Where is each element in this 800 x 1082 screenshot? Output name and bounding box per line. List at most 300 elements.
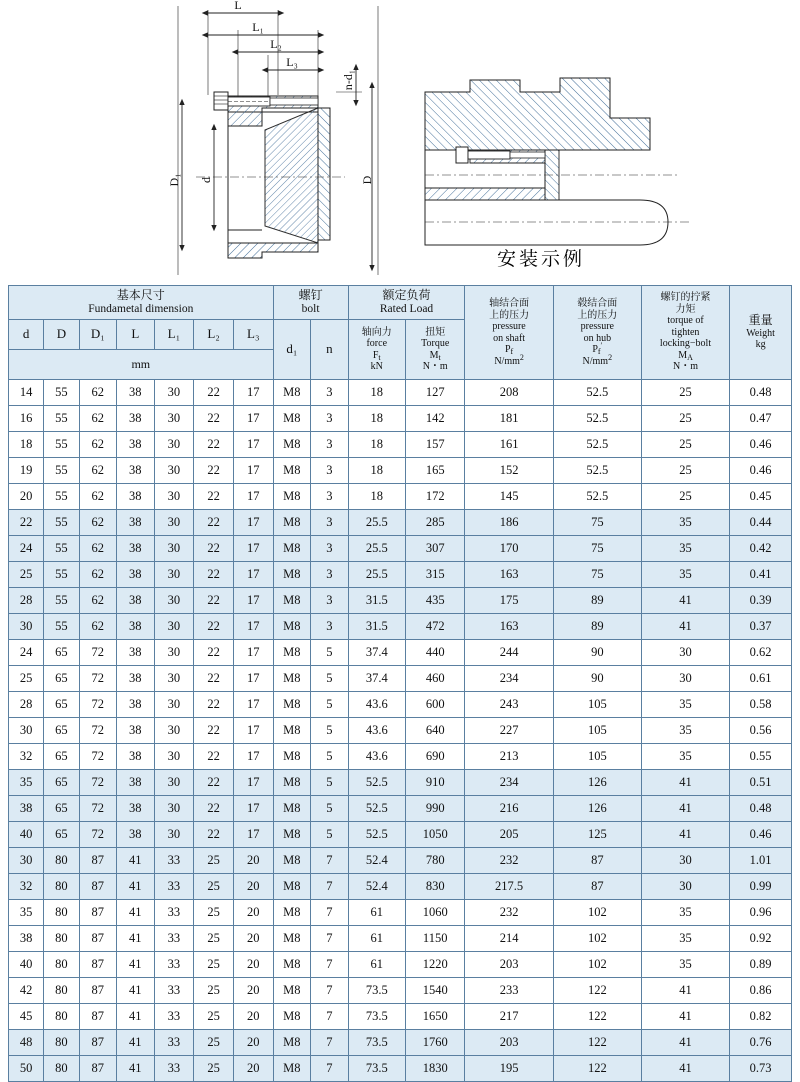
table-cell: 30 — [154, 562, 194, 588]
table-row — [9, 432, 792, 458]
table-cell: M8 — [273, 692, 310, 718]
table-cell: 55 — [44, 562, 79, 588]
table-cell: 217.5 — [465, 874, 553, 900]
header-col-torque — [405, 320, 465, 380]
table-cell: 87 — [79, 978, 116, 1004]
table-cell: 3 — [311, 614, 349, 640]
table-cell: 181 — [465, 406, 553, 432]
table-cell: 22 — [194, 406, 234, 432]
table-cell: 5 — [311, 796, 349, 822]
table-cell: 37.4 — [348, 666, 405, 692]
table-row — [9, 718, 792, 744]
table-cell: M8 — [273, 640, 310, 666]
table-cell: 30 — [154, 822, 194, 848]
table-cell: 0.58 — [730, 692, 792, 718]
table-cell: 25 — [641, 484, 729, 510]
table-cell: 38 — [9, 796, 44, 822]
table-cell: 18 — [348, 458, 405, 484]
table-cell: 73.5 — [348, 1030, 405, 1056]
header-bolt-cn: 螺钉 — [298, 287, 323, 302]
table-cell: 25 — [641, 380, 729, 406]
table-cell: 41 — [641, 822, 729, 848]
table-cell: 22 — [194, 718, 234, 744]
table-cell: 0.42 — [730, 536, 792, 562]
table-cell: 7 — [311, 848, 349, 874]
table-cell: 31.5 — [348, 614, 405, 640]
table-cell: 22 — [194, 770, 234, 796]
table-cell: 163 — [465, 562, 553, 588]
header-hub-cn2: 上的压力 — [577, 309, 618, 321]
table-cell: 35 — [641, 510, 729, 536]
table-cell: 22 — [194, 822, 234, 848]
dim-label-D1: D₁ — [167, 173, 181, 187]
header-hub-cn1: 毂结合面 — [577, 298, 618, 309]
table-cell: 0.48 — [730, 796, 792, 822]
table-cell: 1050 — [405, 822, 465, 848]
table-cell: M8 — [273, 770, 310, 796]
drawing-svg — [0, 0, 800, 285]
table-cell: 17 — [233, 458, 273, 484]
table-cell: 25 — [641, 406, 729, 432]
table-cell: 5 — [311, 666, 349, 692]
table-cell: 186 — [465, 510, 553, 536]
table-cell: 72 — [79, 666, 116, 692]
specification-table — [8, 285, 792, 1082]
table-cell: 0.44 — [730, 510, 792, 536]
table-cell: 195 — [465, 1056, 553, 1082]
table-cell: 43.6 — [348, 744, 405, 770]
table-cell: 35 — [641, 718, 729, 744]
table-cell: 232 — [465, 848, 553, 874]
table-cell: 41 — [117, 978, 154, 1004]
table-cell: 90 — [553, 640, 641, 666]
table-cell: M8 — [273, 874, 310, 900]
table-cell: 38 — [117, 822, 154, 848]
header-weight-unit: kg — [755, 339, 766, 351]
table-cell: M8 — [273, 432, 310, 458]
table-cell: 55 — [44, 536, 79, 562]
table-row — [9, 510, 792, 536]
table-cell: 22 — [194, 692, 234, 718]
table-cell: 40 — [9, 952, 44, 978]
table-cell: 65 — [44, 796, 79, 822]
table-cell: 1760 — [405, 1030, 465, 1056]
table-cell: 65 — [44, 744, 79, 770]
table-cell: 41 — [117, 1030, 154, 1056]
table-cell: 33 — [154, 874, 194, 900]
table-cell: 41 — [641, 614, 729, 640]
table-cell: 20 — [233, 1004, 273, 1030]
table-cell: 170 — [465, 536, 553, 562]
header-pressure-hub — [553, 286, 641, 380]
table-cell: 33 — [154, 978, 194, 1004]
header-shaft-cn2: 上的压力 — [489, 309, 530, 321]
table-cell: 62 — [79, 380, 116, 406]
table-cell: 87 — [79, 900, 116, 926]
table-cell: 203 — [465, 952, 553, 978]
table-cell: 50 — [9, 1056, 44, 1082]
table-cell: 62 — [79, 614, 116, 640]
table-cell: 55 — [44, 484, 79, 510]
table-cell: M8 — [273, 458, 310, 484]
table-cell: 20 — [233, 926, 273, 952]
table-cell: M8 — [273, 744, 310, 770]
table-cell: 52.4 — [348, 848, 405, 874]
table-cell: 41 — [641, 1030, 729, 1056]
header-weight-cn: 重量 — [748, 313, 773, 328]
table-cell: 0.62 — [730, 640, 792, 666]
header-load-cn: 额定负荷 — [382, 287, 431, 302]
table-cell: 7 — [311, 952, 349, 978]
table-cell: 0.39 — [730, 588, 792, 614]
table-cell: 38 — [9, 926, 44, 952]
table-cell: 20 — [233, 900, 273, 926]
table-cell: 460 — [405, 666, 465, 692]
table-cell: 30 — [641, 640, 729, 666]
header-torque-en1: torque of — [667, 315, 704, 327]
table-cell: 25 — [194, 1004, 234, 1030]
table-cell: 52.5 — [348, 822, 405, 848]
table-cell: 40 — [9, 822, 44, 848]
table-cell: 55 — [44, 380, 79, 406]
table-cell: 25 — [194, 1030, 234, 1056]
table-cell: 41 — [117, 900, 154, 926]
header-basic-en: Fundametal dimension — [88, 302, 194, 315]
table-cell: 30 — [154, 614, 194, 640]
table-cell: 1650 — [405, 1004, 465, 1030]
assembly-example-caption: 安装示例 — [497, 248, 586, 270]
table-cell: 20 — [233, 874, 273, 900]
table-cell: 55 — [44, 458, 79, 484]
table-cell: 41 — [117, 926, 154, 952]
table-cell: 52.5 — [553, 484, 641, 510]
header-shaft-cn1: 轴结合面 — [489, 298, 530, 309]
table-cell: 30 — [154, 796, 194, 822]
table-cell: 65 — [44, 692, 79, 718]
table-cell: M8 — [273, 978, 310, 1004]
table-cell: 172 — [405, 484, 465, 510]
table-header — [9, 286, 792, 380]
table-row — [9, 692, 792, 718]
table-cell: 30 — [154, 406, 194, 432]
table-cell: 18 — [9, 432, 44, 458]
table-cell: 3 — [311, 510, 349, 536]
table-cell: 17 — [233, 432, 273, 458]
table-cell: 315 — [405, 562, 465, 588]
table-cell: 214 — [465, 926, 553, 952]
table-row — [9, 588, 792, 614]
table-cell: 102 — [553, 900, 641, 926]
table-cell: 19 — [9, 458, 44, 484]
header-hub-sym: $P_f'$ — [592, 341, 603, 356]
table-cell: 22 — [194, 484, 234, 510]
table-cell: 17 — [233, 666, 273, 692]
header-col-D: D — [44, 320, 79, 350]
table-cell: 7 — [311, 978, 349, 1004]
table-cell: 127 — [405, 380, 465, 406]
header-torque-unit: N・m — [673, 361, 699, 373]
table-cell: 38 — [117, 484, 154, 510]
table-cell: 243 — [465, 692, 553, 718]
table-cell: 61 — [348, 926, 405, 952]
header-torqueload-cn: 扭矩 — [425, 326, 446, 338]
header-unit-mm: mm — [9, 350, 274, 380]
table-cell: 35 — [641, 926, 729, 952]
table-cell: 102 — [553, 926, 641, 952]
table-cell: 33 — [154, 1004, 194, 1030]
table-cell: 3 — [311, 432, 349, 458]
table-cell: 73.5 — [348, 1056, 405, 1082]
table-cell: 62 — [79, 588, 116, 614]
table-cell: 62 — [79, 432, 116, 458]
table-cell: 22 — [194, 510, 234, 536]
header-axial-sym: $F_t$ — [372, 349, 381, 362]
table-cell: 0.73 — [730, 1056, 792, 1082]
table-cell: 55 — [44, 614, 79, 640]
table-cell: 175 — [465, 588, 553, 614]
table-cell: 87 — [79, 874, 116, 900]
header-col-L3: L₃ — [233, 320, 273, 350]
table-cell: 80 — [44, 874, 79, 900]
dim-label-nd1: n-d₁ — [341, 69, 355, 91]
header-col-L2: L₂ — [194, 320, 234, 350]
table-cell: 41 — [641, 588, 729, 614]
table-cell: 203 — [465, 1030, 553, 1056]
table-cell: M8 — [273, 718, 310, 744]
table-cell: 32 — [9, 744, 44, 770]
header-group-basic — [9, 286, 274, 320]
header-axial-en: force — [366, 338, 388, 349]
table-cell: 87 — [79, 926, 116, 952]
table-cell: 0.76 — [730, 1030, 792, 1056]
table-cell: 52.4 — [348, 874, 405, 900]
table-cell: 24 — [9, 536, 44, 562]
table-cell: 0.99 — [730, 874, 792, 900]
table-cell: 18 — [348, 432, 405, 458]
table-cell: 35 — [641, 536, 729, 562]
table-cell: 161 — [465, 432, 553, 458]
table-cell: 7 — [311, 926, 349, 952]
table-cell: 87 — [79, 952, 116, 978]
table-cell: 33 — [154, 926, 194, 952]
table-cell: 25.5 — [348, 510, 405, 536]
table-cell: 38 — [117, 562, 154, 588]
table-body — [9, 380, 792, 1082]
table-cell: 33 — [154, 1030, 194, 1056]
table-cell: 22 — [194, 458, 234, 484]
header-weight-en: Weight — [746, 327, 775, 339]
table-cell: 20 — [233, 1056, 273, 1082]
table-cell: 52.5 — [553, 432, 641, 458]
table-cell: 80 — [44, 1030, 79, 1056]
table-cell: 25 — [194, 926, 234, 952]
table-cell: 72 — [79, 822, 116, 848]
table-cell: 28 — [9, 588, 44, 614]
table-cell: 17 — [233, 796, 273, 822]
table-cell: 163 — [465, 614, 553, 640]
table-cell: 22 — [194, 380, 234, 406]
table-cell: 17 — [233, 614, 273, 640]
table-cell: 22 — [194, 666, 234, 692]
header-torque-cn2: 力矩 — [675, 303, 696, 315]
table-cell: 435 — [405, 588, 465, 614]
table-cell: 41 — [641, 1056, 729, 1082]
table-cell: 157 — [405, 432, 465, 458]
table-cell: 20 — [233, 952, 273, 978]
table-cell: 89 — [553, 614, 641, 640]
table-cell: 55 — [44, 510, 79, 536]
header-col-d: d — [9, 320, 44, 350]
table-cell: 233 — [465, 978, 553, 1004]
table-cell: 72 — [79, 692, 116, 718]
table-cell: 122 — [553, 1056, 641, 1082]
header-group-load — [348, 286, 465, 320]
table-cell: 5 — [311, 718, 349, 744]
dim-label-L3: L₃ — [286, 55, 298, 69]
table-row — [9, 614, 792, 640]
table-cell: 22 — [194, 562, 234, 588]
table-cell: 30 — [154, 640, 194, 666]
table-row — [9, 770, 792, 796]
table-cell: 24 — [9, 640, 44, 666]
table-cell: 217 — [465, 1004, 553, 1030]
table-cell: 80 — [44, 952, 79, 978]
table-cell: 41 — [641, 1004, 729, 1030]
table-cell: M8 — [273, 406, 310, 432]
table-cell: 5 — [311, 770, 349, 796]
table-row — [9, 796, 792, 822]
table-cell: 0.46 — [730, 458, 792, 484]
table-cell: 62 — [79, 458, 116, 484]
table-cell: 1220 — [405, 952, 465, 978]
table-cell: 20 — [233, 848, 273, 874]
header-bolt-en: bolt — [301, 302, 320, 315]
table-cell: 3 — [311, 406, 349, 432]
header-torque-en2: tighten — [671, 326, 700, 338]
table-cell: 42 — [9, 978, 44, 1004]
table-cell: 33 — [154, 1056, 194, 1082]
table-cell: 32 — [9, 874, 44, 900]
table-cell: 22 — [9, 510, 44, 536]
table-row — [9, 666, 792, 692]
table-cell: 41 — [641, 978, 729, 1004]
table-cell: 62 — [79, 536, 116, 562]
table-cell: 1540 — [405, 978, 465, 1004]
table-cell: 75 — [553, 536, 641, 562]
table-row — [9, 536, 792, 562]
table-row — [9, 900, 792, 926]
table-cell: 30 — [9, 718, 44, 744]
table-cell: 232 — [465, 900, 553, 926]
table-cell: 910 — [405, 770, 465, 796]
table-cell: 16 — [9, 406, 44, 432]
table-cell: 0.82 — [730, 1004, 792, 1030]
table-cell: 25 — [194, 1056, 234, 1082]
table-cell: M8 — [273, 536, 310, 562]
table-cell: 35 — [641, 900, 729, 926]
dim-label-L: L — [234, 0, 242, 12]
table-cell: 55 — [44, 588, 79, 614]
header-col-d1: d₁ — [273, 320, 310, 380]
table-cell: 30 — [154, 770, 194, 796]
table-cell: 41 — [117, 952, 154, 978]
table-cell: 52.5 — [553, 458, 641, 484]
table-cell: 227 — [465, 718, 553, 744]
header-col-L: L — [117, 320, 154, 350]
table-cell: 30 — [154, 380, 194, 406]
table-cell: 20 — [9, 484, 44, 510]
table-cell: 30 — [154, 536, 194, 562]
table-cell: 17 — [233, 380, 273, 406]
table-cell: 72 — [79, 770, 116, 796]
table-row — [9, 458, 792, 484]
table-cell: 0.47 — [730, 406, 792, 432]
table-cell: 122 — [553, 978, 641, 1004]
table-cell: M8 — [273, 900, 310, 926]
table-cell: 52.5 — [553, 406, 641, 432]
table-cell: 80 — [44, 900, 79, 926]
table-cell: 0.51 — [730, 770, 792, 796]
table-cell: 35 — [641, 692, 729, 718]
table-cell: 25.5 — [348, 562, 405, 588]
table-cell: 1060 — [405, 900, 465, 926]
table-cell: 35 — [641, 952, 729, 978]
header-axial-unit: kN — [370, 361, 383, 372]
table-cell: M8 — [273, 1030, 310, 1056]
table-cell: 22 — [194, 536, 234, 562]
table-cell: 640 — [405, 718, 465, 744]
dim-label-L2: L₂ — [270, 37, 282, 51]
table-cell: 17 — [233, 406, 273, 432]
table-cell: 440 — [405, 640, 465, 666]
table-cell: 780 — [405, 848, 465, 874]
table-cell: 22 — [194, 796, 234, 822]
table-cell: 30 — [154, 666, 194, 692]
table-cell: 62 — [79, 510, 116, 536]
table-cell: 7 — [311, 874, 349, 900]
table-cell: 22 — [194, 588, 234, 614]
table-cell: 38 — [117, 614, 154, 640]
table-cell: 307 — [405, 536, 465, 562]
table-cell: 5 — [311, 744, 349, 770]
table-cell: 7 — [311, 1030, 349, 1056]
table-cell: 25 — [194, 978, 234, 1004]
table-cell: 33 — [154, 900, 194, 926]
table-cell: 3 — [311, 536, 349, 562]
header-group-bolt — [273, 286, 348, 320]
table-cell: 25 — [194, 848, 234, 874]
table-cell: 126 — [553, 796, 641, 822]
table-cell: 25 — [194, 874, 234, 900]
header-basic-cn: 基本尺寸 — [116, 287, 165, 302]
table-cell: 30 — [154, 484, 194, 510]
table-cell: M8 — [273, 848, 310, 874]
table-cell: 80 — [44, 1056, 79, 1082]
table-cell: 7 — [311, 900, 349, 926]
table-cell: 35 — [9, 900, 44, 926]
table-cell: 20 — [233, 1030, 273, 1056]
table-cell: 7 — [311, 1004, 349, 1030]
table-row — [9, 952, 792, 978]
table-cell: 17 — [233, 770, 273, 796]
table-cell: 3 — [311, 588, 349, 614]
header-col-n: n — [311, 320, 349, 380]
table-cell: 145 — [465, 484, 553, 510]
table-row — [9, 406, 792, 432]
dim-label-D: D — [360, 175, 374, 185]
table-cell: 38 — [117, 406, 154, 432]
header-col-L1: L₁ — [154, 320, 194, 350]
